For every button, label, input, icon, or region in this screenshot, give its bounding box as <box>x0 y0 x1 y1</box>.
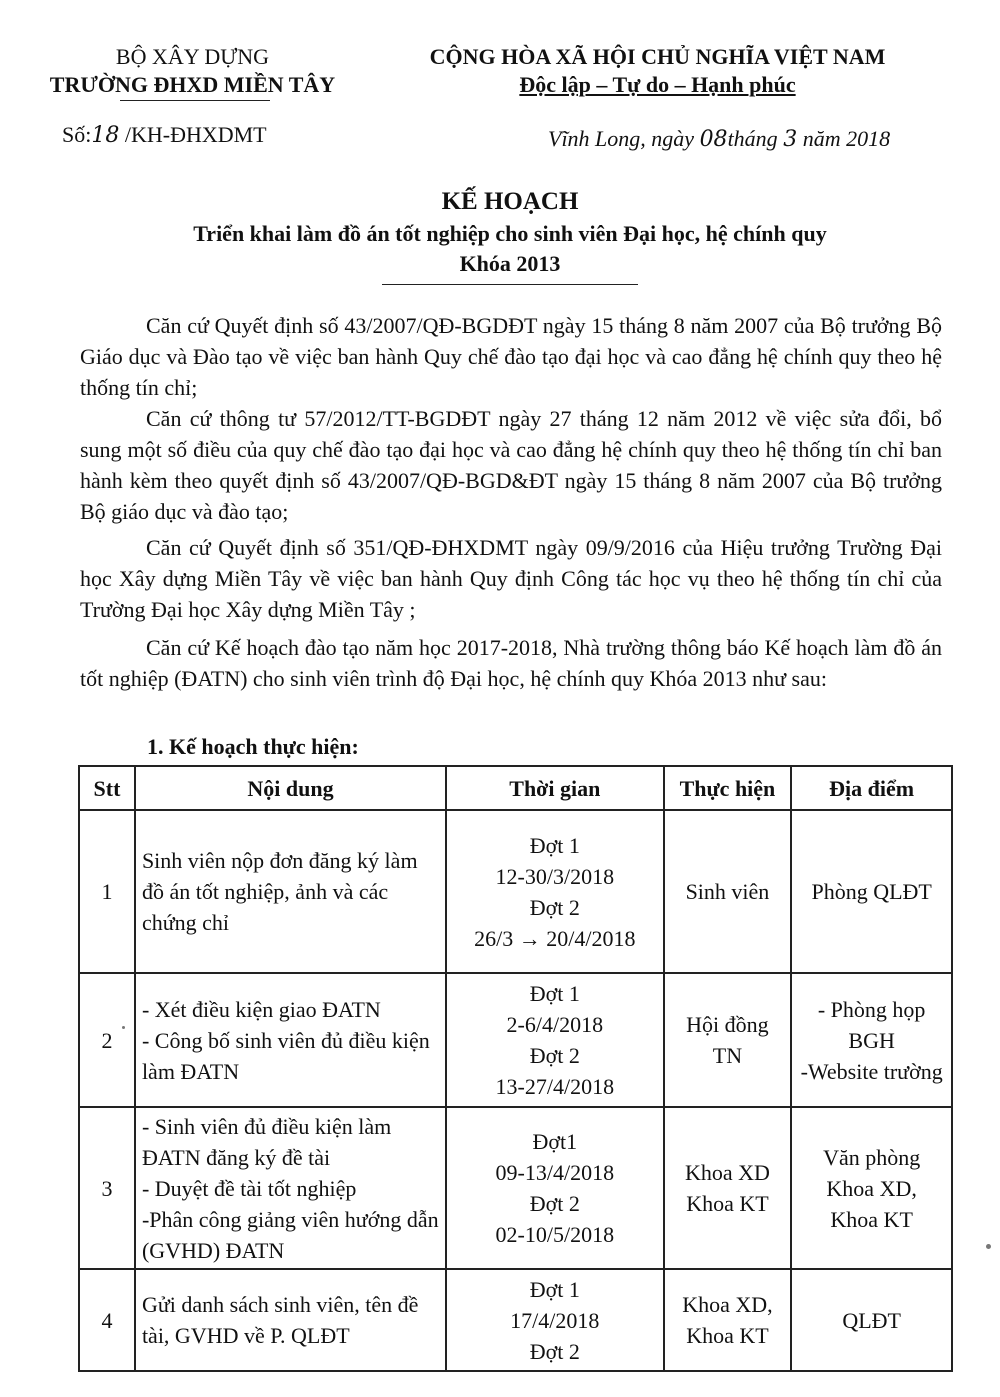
date-year: năm 2018 <box>802 126 891 151</box>
cell-content <box>135 1269 446 1371</box>
scan-speck <box>122 1026 125 1029</box>
table-header-row <box>79 766 952 810</box>
cell-place <box>791 810 952 973</box>
motto-text: Độc lập – Tự do – Hạnh phúc <box>519 72 796 97</box>
content-line: - Công bố sinh viên đủ điều kiện làm ĐATN <box>141 1027 430 1084</box>
date-month: 3 <box>783 127 798 152</box>
doc-no-handwritten: 18 <box>91 123 120 148</box>
time-line: 12-30/3/2018 <box>495 863 615 889</box>
cell-stt: 2 <box>79 973 135 1107</box>
by-line: Khoa KT <box>686 1191 769 1216</box>
place-line: -Website trường <box>800 1058 943 1084</box>
time-line: 2-6/4/2018 <box>506 1012 604 1037</box>
cell-place <box>791 1107 952 1269</box>
school-name: TRƯỜNG ĐHXD MIỀN TÂY <box>49 72 336 97</box>
cell-content <box>135 1107 446 1269</box>
plan-table <box>78 765 953 1372</box>
document-number <box>62 120 392 151</box>
doc-no-prefix: Số: <box>62 122 92 147</box>
cell-time <box>446 810 664 973</box>
cell-time <box>446 1107 664 1269</box>
paragraph-legal-basis-3: Căn cứ Quyết định số 351/QĐ-ĐHXDMT ngày 09/9/2016 của Hiệu trưởng Trường Đại học Xây dựng Miền Tây về việc ban hành Quy định Công tác học vụ theo hệ thống tín chỉ của Trường Đại học Xây dựng Miền Tây ; <box>80 535 942 622</box>
cell-by <box>664 973 792 1107</box>
table-row <box>79 810 952 973</box>
col-header-time: Thời gian <box>446 766 664 810</box>
col-header-place: Địa điểm <box>791 766 952 810</box>
cell-stt: 4 <box>79 1269 135 1371</box>
content-line: - Xét điều kiện giao ĐATN <box>141 996 381 1022</box>
cell-by <box>664 1269 792 1371</box>
school-underline <box>120 100 270 101</box>
cell-by <box>664 1107 792 1269</box>
republic-name: CỘNG HÒA XÃ HỘI CHỦ NGHĨA VIỆT NAM <box>429 44 886 69</box>
date-day: 08 <box>699 127 728 152</box>
motto <box>385 70 930 100</box>
section-heading: 1. Kế hoạch thực hiện: <box>147 734 359 759</box>
cell-stt: 1 <box>79 810 135 973</box>
by-line: Hội đồng TN <box>686 1012 769 1068</box>
content-line: Gửi danh sách sinh viên, tên đề tài, GVHD về P. QLĐT <box>141 1292 419 1348</box>
cell-place <box>791 1269 952 1371</box>
place-line: QLĐT <box>842 1307 901 1333</box>
cell-content <box>135 810 446 973</box>
time-line: 09-13/4/2018 <box>495 1160 615 1185</box>
time-line: Đợt 1 <box>529 981 580 1006</box>
time-line: Đợt 2 <box>529 1338 580 1364</box>
cell-place <box>791 973 952 1107</box>
content-line: - Duyệt đề tài tốt nghiệp <box>141 1175 357 1201</box>
place-line: Phòng QLĐT <box>811 879 932 904</box>
document-cohort: Khóa 2013 <box>459 251 561 276</box>
ministry-name: BỘ XÂY DỰNG <box>115 44 270 69</box>
time-line: Đợt 1 <box>529 832 580 858</box>
scan-speck <box>986 1244 991 1249</box>
col-header-content: Nội dung <box>135 766 446 810</box>
time-line: Đợt 1 <box>529 1276 580 1302</box>
time-line: 02-10/5/2018 <box>495 1222 615 1247</box>
content-line: - Sinh viên đủ điều kiện làm ĐATN đăng ký đề tài <box>141 1113 392 1170</box>
cell-by <box>664 810 792 973</box>
paragraph-legal-basis-1: Căn cứ Quyết định số 43/2007/QĐ-BGDĐT ngày 15 tháng 8 năm 2007 của Bộ trưởng Bộ Giáo dục và Đào tạo về việc ban hành Quy chế đào tạo đại học và cao đẳng hệ chính quy theo hệ thống tín chỉ; <box>80 313 942 400</box>
table-row <box>79 973 952 1107</box>
by-line: Khoa XD <box>684 1160 770 1185</box>
col-header-by: Thực hiện <box>664 766 792 810</box>
cell-time <box>446 1269 664 1371</box>
cell-content <box>135 973 446 1107</box>
place-line: Văn phòng Khoa XD, <box>823 1144 921 1201</box>
doc-no-suffix: /KH-ĐHXDMT <box>124 122 267 147</box>
document-subtitle: Triển khai làm đồ án tốt nghiệp cho sinh viên Đại học, hệ chính quy <box>193 221 827 246</box>
document-title: KẾ HOẠCH <box>441 188 579 215</box>
time-line: Đợt 2 <box>529 894 580 920</box>
by-line: Khoa KT <box>686 1323 769 1348</box>
time-line: Đợt1 <box>532 1129 578 1154</box>
time-line: Đợt 2 <box>529 1191 580 1216</box>
time-line: Đợt 2 <box>529 1043 580 1068</box>
content-line: -Phân công giảng viên hướng dẫn (GVHD) ĐATN <box>141 1206 439 1263</box>
paragraph-legal-basis-4: Căn cứ Kế hoạch đào tạo năm học 2017-2018, Nhà trường thông báo Kế hoạch làm đồ án tốt nghiệp (ĐATN) cho sinh viên trình độ Đại học, hệ chính quy Khóa 2013 như sau: <box>80 635 942 691</box>
time-line: 26/3 → 20/4/2018 <box>474 925 636 951</box>
cell-time <box>446 973 664 1107</box>
by-line: Khoa XD, <box>682 1292 773 1317</box>
place-line: - Phòng họp BGH <box>817 996 926 1053</box>
place-line: Khoa KT <box>830 1206 913 1232</box>
date-month-label: tháng <box>727 126 778 151</box>
content-line: Sinh viên nộp đơn đăng ký làm đồ án tốt nghiệp, ảnh và các chứng chỉ <box>141 848 418 935</box>
col-header-stt: Stt <box>79 766 135 810</box>
title-underline <box>382 284 638 285</box>
date-line <box>548 124 948 155</box>
time-line: 13-27/4/2018 <box>495 1074 615 1099</box>
paragraph-legal-basis-2: Căn cứ thông tư 57/2012/TT-BGDĐT ngày 27 tháng 12 năm 2012 về việc sửa đổi, bổ sung một số điều của quy chế đào tạo đại học và cao đẳng hệ chính quy theo hệ thống tín chỉ ban hành kèm theo quyết định số 43/2007/QĐ-BGD&ĐT ngày 15 tháng 8 năm 2007 của Bộ trưởng Bộ giáo dục và đào tạo; <box>80 406 942 524</box>
cell-stt: 3 <box>79 1107 135 1269</box>
date-place: Vĩnh Long, ngày <box>548 126 695 151</box>
time-line: 17/4/2018 <box>510 1307 600 1333</box>
by-line: Sinh viên <box>685 879 770 904</box>
table-row <box>79 1107 952 1269</box>
table-row <box>79 1269 952 1371</box>
